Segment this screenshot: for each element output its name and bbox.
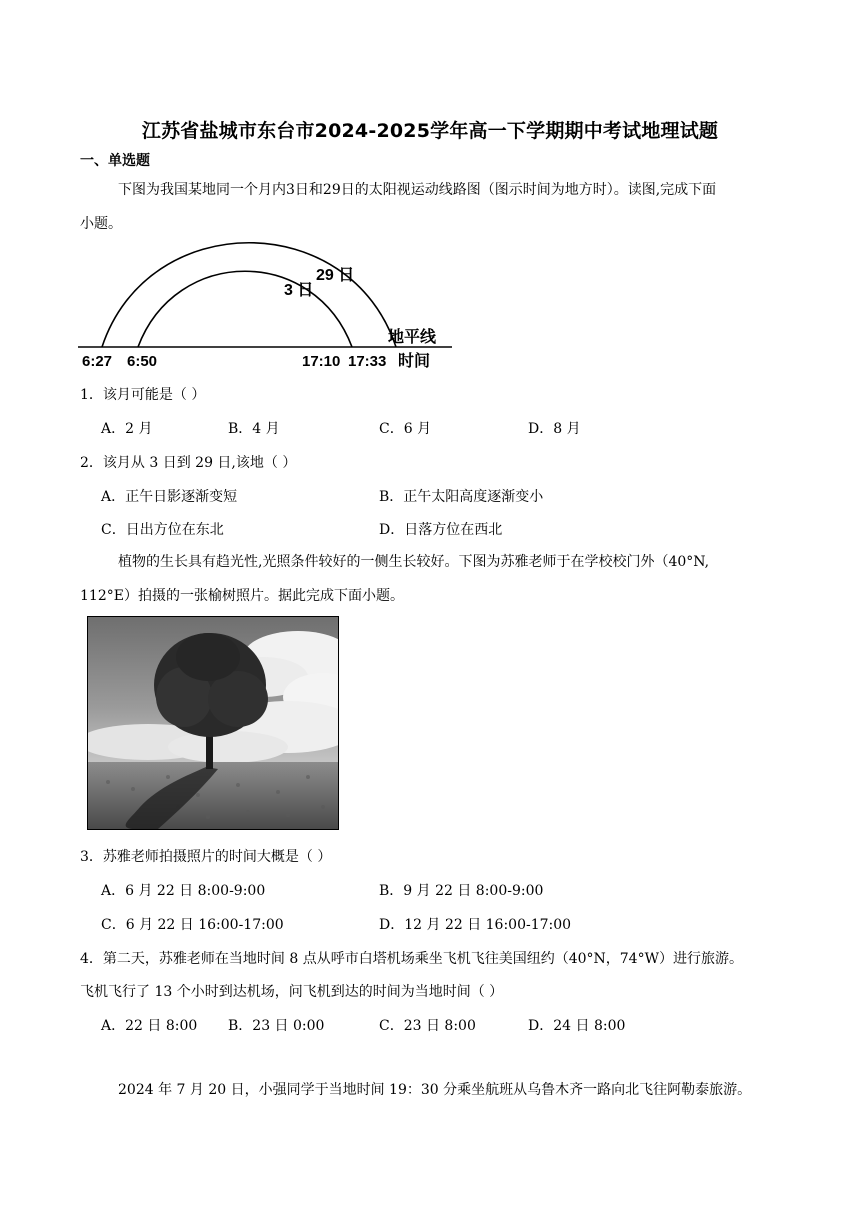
- intro-3-line-1: 2024 年 7 月 20 日，小强同学于当地时间 19：30 分乘坐航班从乌鲁木齐一路向北飞往阿勒泰旅游。: [118, 1082, 752, 1098]
- intro-1-line-1: 下图为我国某地同一个月内3日和29日的太阳视运动线路图（图示时间为地方时）。读图,完成下面: [118, 182, 717, 198]
- intro-2-line-2: 112°E）拍摄的一张榆树照片。据此完成下面小题。: [80, 588, 404, 604]
- q1-option-d: D．8 月: [528, 421, 581, 437]
- q2-option-d: D．日落方位在西北: [379, 522, 503, 538]
- q2-option-c: C．日出方位在东北: [101, 522, 224, 538]
- q3-option-c: C．6 月 22 日 16:00-17:00: [101, 917, 284, 933]
- q4-option-d: D．24 日 8:00: [528, 1018, 626, 1034]
- q4-stem-line-2: 飞机飞行了 13 个小时到达机场，问飞机到达的时间为当地时间（ ）: [80, 984, 504, 1000]
- q4-option-a: A．22 日 8:00: [101, 1018, 198, 1034]
- q3-option-b: B．9 月 22 日 8:00-9:00: [379, 883, 544, 899]
- q3-option-a: A．6 月 22 日 8:00-9:00: [101, 883, 266, 899]
- label-29: 29 日: [316, 267, 355, 284]
- label-horizon: 地平线: [388, 329, 437, 346]
- sun-path-29: [102, 243, 396, 347]
- q3-option-d: D．12 月 22 日 16:00-17:00: [379, 917, 572, 933]
- elm-tree-photo: [87, 616, 339, 830]
- section-heading: 一、单选题: [80, 153, 150, 169]
- q3-stem: 3．苏雅老师拍摄照片的时间大概是（ ）: [80, 849, 332, 865]
- q1-option-c: C．6 月: [379, 421, 432, 437]
- intro-1-line-2: 小题。: [80, 216, 122, 232]
- label-3: 3 日: [284, 282, 314, 299]
- q1-stem: 1．该月可能是（ ）: [80, 387, 206, 403]
- q2-option-b: B．正午太阳高度逐渐变小: [379, 489, 544, 505]
- time-6-50: 6:50: [127, 353, 158, 370]
- time-6-27: 6:27: [82, 353, 113, 370]
- sun-path-diagram: [76, 238, 456, 374]
- page-title: 江苏省盐城市东台市2024-2025学年高一下学期期中考试地理试题: [141, 120, 719, 142]
- q4-option-b: B．23 日 0:00: [228, 1018, 325, 1034]
- q1-option-b: B．4 月: [228, 421, 280, 437]
- time-17-33: 17:33: [348, 353, 387, 370]
- q1-option-a: A．2 月: [101, 421, 153, 437]
- intro-2-line-1: 植物的生长具有趋光性,光照条件较好的一侧生长较好。下图为苏雅老师于在学校校门外（40°N,: [118, 554, 710, 570]
- q4-stem-line-1: 4．第二天，苏雅老师在当地时间 8 点从呼市白塔机场乘坐飞机飞往美国纽约（40°N，74°W）进行旅游。: [80, 951, 743, 967]
- time-17-10: 17:10: [302, 353, 341, 370]
- label-time: 时间: [398, 353, 431, 370]
- q2-stem: 2．该月从 3 日到 29 日,该地（ ）: [80, 455, 297, 471]
- q4-option-c: C．23 日 8:00: [379, 1018, 476, 1034]
- q2-option-a: A．正午日影逐渐变短: [101, 489, 238, 505]
